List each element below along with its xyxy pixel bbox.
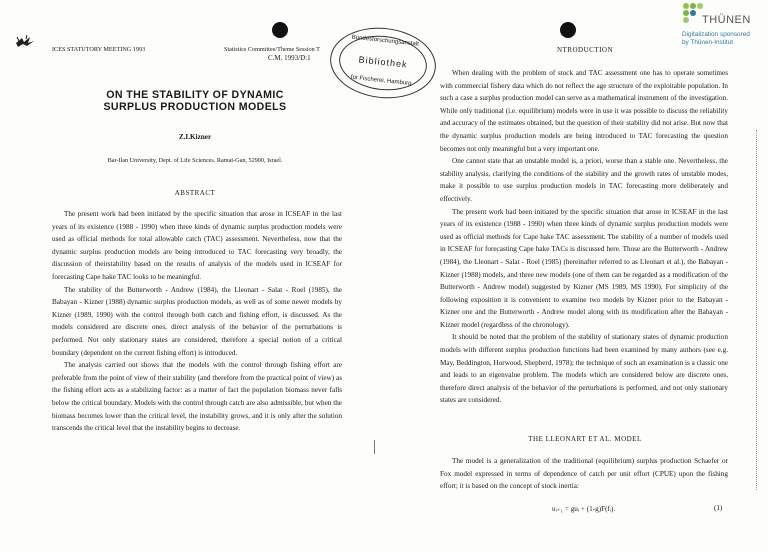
margin-mark xyxy=(374,440,375,454)
affiliation: Bar-Ilan University, Dept. of Life Sciences. Ramat-Gan, 52900, Israel. xyxy=(107,157,283,164)
equation-1: uᵢ₊₁ = guᵢ + (1-g)F(fᵢ). xyxy=(552,505,616,513)
introduction-paragraph: When dealing with the problem of stock and TAC assessment one has to operate sometimes with commercial fishery data which do not reflect the age structure of the exploitable population. In such a case a surplus production model can serve as a mathematical instrument of the investigation. While only traditional (i.e. equilibrium) models were in use it was possible to discuss the reliability and accuracy of the estimates obtained, but the question of their stability did not arise. But now that the dynamic surplus production models are being introduced to TAC forecasting the question becomes not only meaningful but a very important one. xyxy=(440,69,728,153)
introduction-heading: NTRODUCTION xyxy=(556,46,614,54)
abstract-paragraph: The stability of the Butterworth - Andrew (1984), the Lleonart - Salat - Roel (1985), the Babayan - Kizner (1988) dynamic surplus production models, as well as of some newer models by Kizner (1989, 1990) with the control through both catch and fishing effort, is discussed. As the models considered are discrete ones, direct analysis of the behavior of the perturbations is performed. Not only stationary states are considered, therefore a special notion of a critical boundary (dependent on the current fishing effort) is introduced. xyxy=(52,285,342,357)
sponsor-line-2: by Thünen-Institut xyxy=(682,39,734,46)
introduction-paragraph: One cannot state that an unstable model is, a priori, worse than a stable one. Nevertheless, the stability analysis, clarifying the conditions of the stability and the growth rates of unstable modes, make it possible to use surplus production models in TAC forecasting more deliberately and effectively. xyxy=(440,157,728,203)
meeting-label: ICES STATUTORY MEETING 1993 xyxy=(52,46,146,53)
introduction-paragraph: It should be noted that the problem of the stability of stationary states of dynamic production models with different surplus production functions had been examined by many authors (see e.g. May, Beddington, Horwood, Shepherd, 1978); the technique of such an examination is a classic one and leads to an eigenvalue problem. The models which are considered below are discrete ones, therefore direct analysis of the behavior of the perturbations is performed, and not only stationary states are considered. xyxy=(440,333,728,405)
abstract-body xyxy=(52,208,342,435)
lleonart-body xyxy=(440,455,728,493)
edge-mark xyxy=(756,130,759,490)
logo-name: THÜNEN xyxy=(702,14,751,26)
registration-dot xyxy=(272,22,288,38)
paper-title-line-2: SURPLUS PRODUCTION MODELS xyxy=(103,101,287,113)
stamp-bottom-text: für Fischerei, Hamburg xyxy=(350,74,412,88)
committee-label: Statistics Committee/Theme Session T xyxy=(224,46,320,53)
author: Z.I.Kizner xyxy=(178,133,212,141)
registration-dot xyxy=(560,22,576,38)
library-stamp xyxy=(327,23,440,104)
abstract-heading: ABSTRACT xyxy=(174,189,216,197)
fish-ornament-icon xyxy=(14,35,36,54)
paper-title-line-1: ON THE STABILITY OF DYNAMIC xyxy=(106,89,284,101)
introduction-paragraph: The present work had been initiated by the specific situation that arose in ICSEAF in the last years of its existence (1988 - 1990) when three kinds of dynamic surplus production models were used as official methods for Cape hake TAC assessment. The stability of a number of models used in ICSEAF for forecasting Cape hake TACs is discussed here. Those are the Butterworth - Andrew (1984), the Lleonart - Salat - Roel (1985) (hereinafter referred to as Lleonart et al.), the Babayan - Kizner (1988) models, and three new models (one of them can be regarded as a modification of the Butterworth - Andrew model) suggested by Kizner (MS 1989, MS 1990). For simplicity of the following exposition it is convenient to examine two models by Kizner prior to the Babayan - Kizner one and the Butterworth - Andrew model along with its modification after the Babayan - Kizner model (regardless of the chronology). xyxy=(440,207,728,329)
stamp-middle-text: Bibliothek xyxy=(358,54,409,70)
cm-label: C.M. 1993/D:1 xyxy=(268,54,311,62)
stamp-top-text: Bundesforschungsanstalt xyxy=(351,34,420,48)
sponsor-line-1: Digitalization sponsored xyxy=(682,31,750,38)
lleonart-heading: THE LLEONART ET AL. MODEL xyxy=(528,435,642,443)
lleonart-paragraph: The model is a generalization of the traditional (equilibrium) surplus production Schaefer or Fox model expressed in terms of dependence of catch per unit effort (CPUE) upon the fishing effort; it is based on the concept of stock inertia: xyxy=(440,457,728,491)
abstract-paragraph: The present work had been initiated by the specific situation that arose in ICSEAF in the last years of its existence (1988 - 1990) when three kinds of dynamic surplus production models were used as official methods for total allowable catch (TAC) assessment. Nevertheless, now that the dynamic surplus production models are being introduced to TAC forecasting very broadly, the discussion of theirstability based on the results of analysis of the models used in ICSEAF for forecasting Cape hake TAC looks to be meaningful. xyxy=(52,210,342,281)
abstract-paragraph: The analysis carried out shows that the models with the control through fishing effort are preferable from the point of view of their stability (and therefore from the practical point of view) as the fishing effort acts as a stabilizing factor: as a matter of fact the population biomass never falls below the critical boundary. Models with the control through catch are also admissible, but when the biomass becomes lower than the critical level, the instability grows, and it is only after the solution transcends the critical level that the instability begins to decrease. xyxy=(52,361,342,433)
introduction-body xyxy=(440,67,728,407)
equation-number: (1) xyxy=(714,504,723,512)
logo-dots-icon xyxy=(682,2,704,24)
